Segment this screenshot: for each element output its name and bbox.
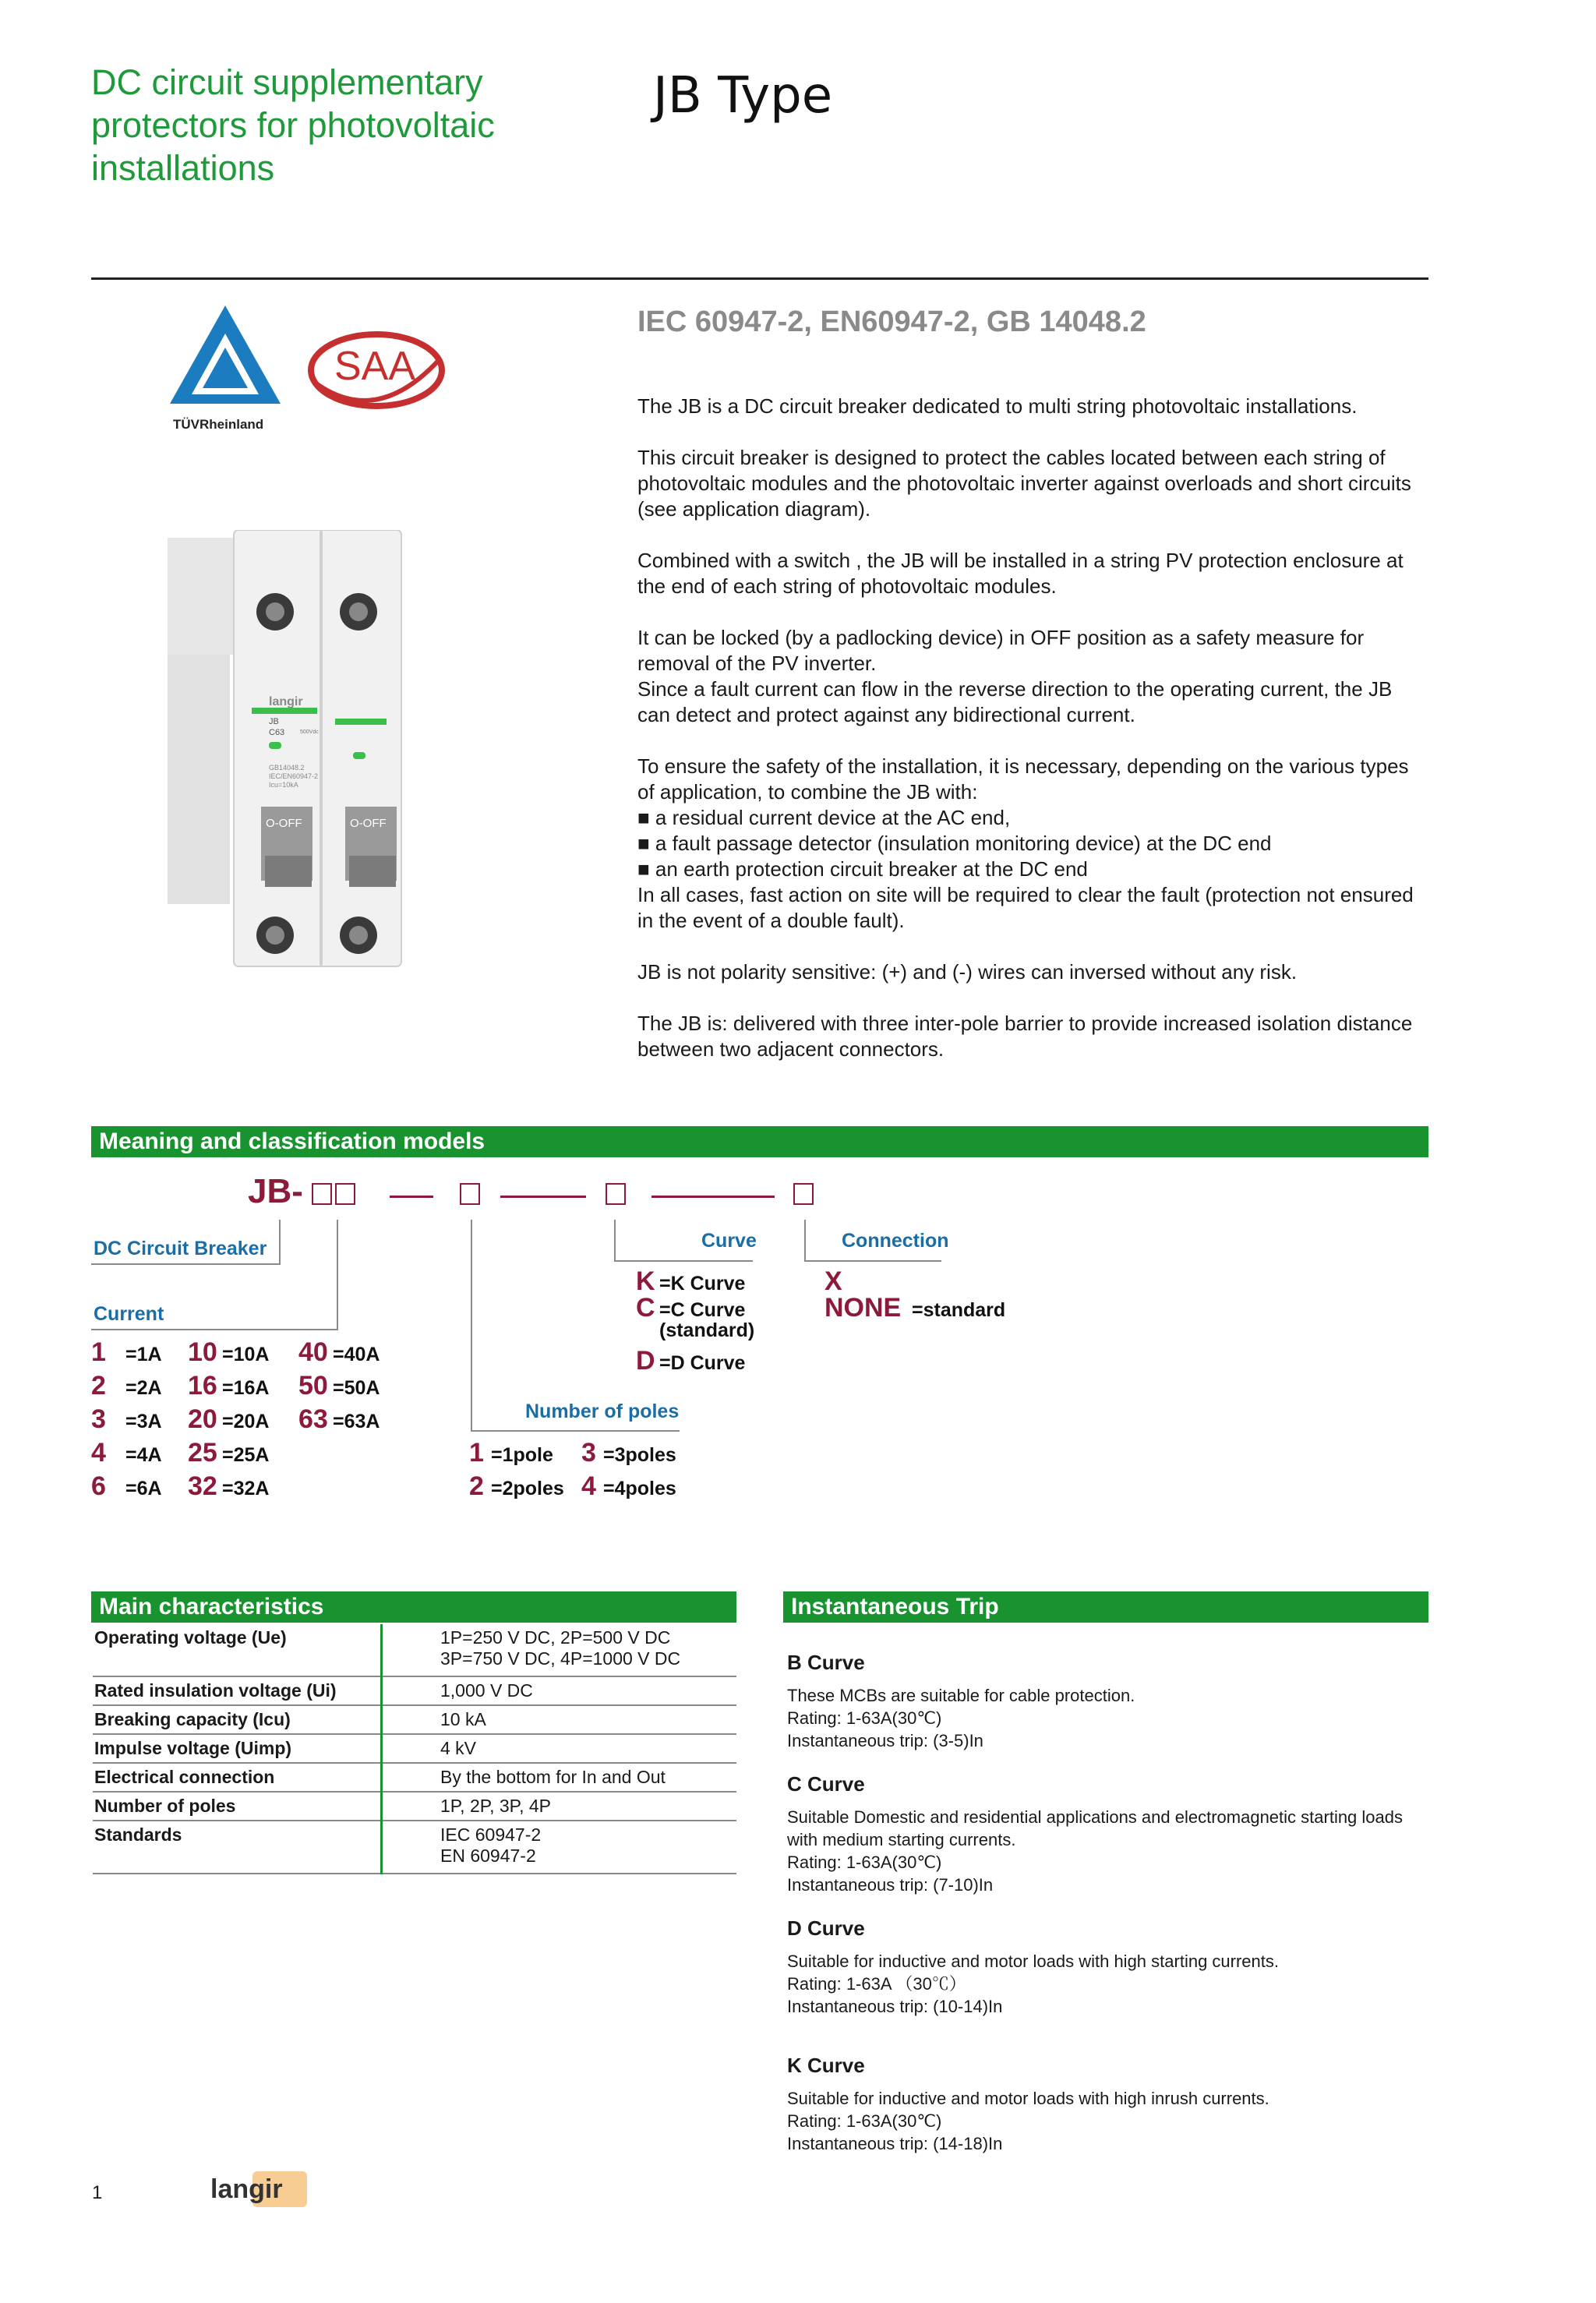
dc-breaker-label: DC Circuit Breaker — [94, 1238, 267, 1259]
option-item — [188, 1337, 298, 1368]
option-meaning: =1A — [125, 1344, 162, 1365]
option-item — [91, 1337, 188, 1368]
option-code: 16 — [188, 1371, 217, 1401]
characteristic-value-line: 1P, 2P, 3P, 4P — [440, 1796, 551, 1816]
curve-row — [636, 1293, 784, 1323]
connector-line — [614, 1260, 753, 1262]
characteristics-table-wrap — [93, 1624, 736, 1874]
option-meaning: =16A — [222, 1377, 270, 1399]
option-meaning: =50A — [333, 1377, 380, 1399]
option-code: 10 — [188, 1337, 217, 1367]
characteristic-name: Operating voltage (Ue) — [93, 1624, 382, 1676]
product-switch-label-1: O-OFF — [266, 817, 302, 830]
option-meaning: =3poles — [603, 1444, 676, 1466]
trip-curve-line: Rating: 1-63A （30℃） — [787, 1974, 966, 1994]
product-voltage: 500Vdc — [300, 729, 319, 735]
characteristics-row — [93, 1792, 736, 1821]
option-code: 6 — [91, 1471, 106, 1501]
connection-label: Connection — [842, 1230, 949, 1252]
trip-curve-line: Rating: 1-63A(30℃) — [787, 2111, 942, 2131]
option-item — [469, 1471, 581, 1502]
option-item — [636, 1319, 784, 1342]
page-title: JB Type — [653, 67, 833, 125]
characteristic-value-line: EN 60947-2 — [440, 1846, 536, 1866]
option-meaning: =3A — [125, 1411, 162, 1432]
trip-curve-line: Suitable Domestic and residential applications and electromagnetic starting loads with medium starting currents. — [787, 1807, 1404, 1849]
section-title: DC circuit supplementary protectors for photovoltaic installations — [91, 62, 495, 188]
option-meaning: =63A — [333, 1411, 380, 1432]
trip-curves — [787, 1651, 1426, 2175]
trip-curve-line: Instantaneous trip: (3-5)In — [787, 1731, 983, 1750]
option-item — [824, 1293, 1021, 1323]
characteristic-value-line: By the bottom for In and Out — [440, 1767, 666, 1787]
characteristic-value-line: IEC 60947-2 — [440, 1824, 542, 1845]
current-row — [91, 1337, 411, 1371]
connector-line — [804, 1220, 806, 1262]
option-code: 4 — [91, 1438, 106, 1468]
trip-curve-line: Instantaneous trip: (14-18)In — [787, 2134, 1003, 2153]
trip-curve-block — [787, 1916, 1426, 2018]
trip-curve-title: B Curve — [787, 1651, 865, 1674]
characteristic-value-line: 4 kV — [440, 1738, 477, 1758]
characteristic-name: Electrical connection — [93, 1763, 382, 1792]
saa-logo — [306, 327, 447, 413]
option-code: 20 — [188, 1404, 217, 1434]
option-meaning: =25A — [222, 1444, 270, 1466]
saa-text: SAA — [334, 344, 416, 389]
product-switch-label-2: O-OFF — [350, 817, 387, 830]
characteristic-name: Standards — [93, 1821, 382, 1874]
trip-curve-title: D Curve — [787, 1916, 865, 1940]
trip-curve-title: C Curve — [787, 1772, 865, 1796]
characteristics-table — [93, 1624, 736, 1874]
characteristic-value — [382, 1676, 737, 1705]
option-item — [581, 1471, 694, 1502]
code-dash — [500, 1196, 586, 1198]
product-model: JB — [269, 717, 279, 726]
classification-section-bar: Meaning and classification models — [91, 1126, 1428, 1157]
desc-bullet: ■ a fault passage detector (insulation monitoring device) at the DC end — [637, 832, 1272, 855]
option-meaning: =4poles — [603, 1478, 676, 1499]
option-code: 3 — [581, 1438, 596, 1468]
option-meaning: =10A — [222, 1344, 270, 1365]
poles-row — [469, 1438, 694, 1471]
option-code: K — [636, 1266, 655, 1296]
characteristic-value — [382, 1821, 737, 1874]
option-code: C — [636, 1293, 655, 1323]
poles-options — [469, 1438, 694, 1505]
option-meaning: =40A — [333, 1344, 380, 1365]
trip-curve-title: K Curve — [787, 2054, 865, 2077]
characteristics-row — [93, 1705, 736, 1734]
connector-line — [614, 1220, 616, 1262]
desc-paragraph: The JB is: delivered with three inter-pole barrier to provide increased isolation distance between two adjacent connectors. — [637, 1012, 1413, 1061]
option-item — [91, 1438, 188, 1468]
current-row — [91, 1404, 411, 1438]
poles-row — [469, 1471, 694, 1505]
option-code: NONE — [824, 1293, 902, 1323]
characteristic-value — [382, 1792, 737, 1821]
current-options — [91, 1337, 411, 1505]
option-item — [298, 1371, 411, 1401]
code-dash — [390, 1196, 433, 1198]
code-box — [335, 1183, 355, 1205]
option-meaning: (standard) — [659, 1319, 755, 1341]
connector-line — [337, 1220, 338, 1330]
code-dash — [651, 1196, 775, 1198]
product-description — [637, 394, 1425, 1088]
option-item — [188, 1438, 298, 1468]
curve-label: Curve — [701, 1230, 757, 1252]
connector-line — [471, 1220, 472, 1432]
characteristic-name: Impulse voltage (Uimp) — [93, 1734, 382, 1763]
desc-bullet: ■ a residual current device at the AC end, — [637, 806, 1011, 829]
connection-row — [824, 1266, 1021, 1296]
option-meaning: =20A — [222, 1411, 270, 1432]
option-code: 4 — [581, 1471, 596, 1501]
curve-row — [636, 1266, 784, 1296]
characteristic-value-line: 10 kA — [440, 1709, 486, 1729]
option-meaning: =2A — [125, 1377, 162, 1399]
current-row — [91, 1371, 411, 1404]
poles-code-box — [460, 1183, 480, 1205]
option-item — [91, 1471, 188, 1502]
option-code: X — [824, 1266, 842, 1296]
product-standard-1: GB14048.2 — [269, 764, 305, 772]
option-meaning: =D Curve — [659, 1352, 746, 1374]
desc-paragraph: This circuit breaker is designed to protect the cables located between each string of photovoltaic modules and the photovoltaic inverter against overloads and short circuits (see application diagram). — [637, 446, 1411, 521]
characteristic-value-line: 1,000 V DC — [440, 1680, 533, 1701]
option-item — [298, 1404, 411, 1435]
option-item — [188, 1471, 298, 1502]
option-code: 1 — [91, 1337, 106, 1367]
option-meaning: =6A — [125, 1478, 162, 1499]
characteristics-row — [93, 1763, 736, 1792]
characteristic-value — [382, 1763, 737, 1792]
curve-options — [636, 1266, 784, 1376]
curve-code-box — [606, 1183, 626, 1205]
trip-curve-line: Suitable for inductive and motor loads with high starting currents. — [787, 1952, 1279, 1971]
footer-logo-text: langir — [210, 2174, 283, 2204]
current-row — [91, 1438, 411, 1471]
product-brand: langir — [269, 695, 303, 708]
connector-line — [471, 1430, 680, 1432]
option-item — [91, 1404, 188, 1435]
curve-row — [636, 1346, 784, 1376]
option-code: 63 — [298, 1404, 328, 1434]
characteristics-row — [93, 1624, 736, 1676]
trip-curve-block — [787, 1651, 1426, 1752]
trip-curve-line: Rating: 1-63A(30℃) — [787, 1708, 942, 1728]
desc-paragraph: To ensure the safety of the installation, it is necessary, depending on the various types of application, to combine the JB with: — [637, 754, 1409, 804]
tuv-triangle-icon — [167, 302, 284, 412]
option-code: 2 — [91, 1371, 106, 1401]
header-divider — [91, 277, 1428, 280]
characteristic-name: Number of poles — [93, 1792, 382, 1821]
characteristic-name: Rated insulation voltage (Ui) — [93, 1676, 382, 1705]
option-item — [636, 1346, 784, 1376]
product-rating: C63 — [269, 728, 285, 737]
product-icu: Icu=10kA — [269, 781, 298, 789]
poles-label: Number of poles — [525, 1401, 680, 1422]
desc-bullet: ■ an earth protection circuit breaker at the DC end — [637, 857, 1088, 881]
footer-logo — [210, 2174, 283, 2212]
current-row — [91, 1471, 411, 1505]
product-image — [160, 530, 448, 982]
characteristic-value — [382, 1624, 737, 1676]
characteristic-value-line: 3P=750 V DC, 4P=1000 V DC — [440, 1648, 681, 1669]
instantaneous-trip-bar: Instantaneous Trip — [783, 1591, 1428, 1623]
page-number: 1 — [92, 2182, 103, 2203]
model-code-prefix: JB- — [248, 1172, 303, 1210]
code-box — [312, 1183, 332, 1205]
option-code: 3 — [91, 1404, 106, 1434]
option-code: 2 — [469, 1471, 484, 1501]
option-item — [581, 1438, 694, 1468]
option-item — [188, 1404, 298, 1435]
connection-row — [824, 1293, 1021, 1323]
option-meaning: =4A — [125, 1444, 162, 1466]
option-meaning: =2poles — [491, 1478, 564, 1499]
characteristics-row — [93, 1676, 736, 1705]
desc-paragraph: In all cases, fast action on site will be required to clear the fault (protection not ensured in the event of a double fault). — [637, 883, 1414, 932]
option-code: 40 — [298, 1337, 328, 1367]
desc-paragraph: Combined with a switch , the JB will be installed in a string PV protection enclosure at the end of each string of photovoltaic modules. — [637, 549, 1404, 598]
current-label: Current — [94, 1303, 164, 1325]
desc-paragraph: The JB is a DC circuit breaker dedicated to multi string photovoltaic installations. — [637, 394, 1358, 418]
option-item — [188, 1371, 298, 1401]
option-code: 32 — [188, 1471, 217, 1501]
tuv-logo — [167, 302, 284, 431]
product-standard-2: IEC/EN60947-2 — [269, 772, 319, 780]
characteristic-value — [382, 1705, 737, 1734]
connection-code-box — [793, 1183, 814, 1205]
characteristic-value — [382, 1734, 737, 1763]
option-code: 50 — [298, 1371, 328, 1401]
connector-line — [279, 1220, 281, 1265]
connector-line — [804, 1260, 941, 1262]
main-characteristics-bar: Main characteristics — [91, 1591, 736, 1623]
option-meaning: =standard — [912, 1299, 1006, 1321]
desc-paragraph: It can be locked (by a padlocking device) in OFF position as a safety measure for removal of the PV inverter. — [637, 626, 1365, 675]
option-meaning: =1pole — [491, 1444, 553, 1466]
characteristic-value-line: 1P=250 V DC, 2P=500 V DC — [440, 1627, 671, 1648]
trip-curve-line: Instantaneous trip: (10-14)In — [787, 1997, 1003, 2016]
option-code: 1 — [469, 1438, 484, 1468]
option-meaning: =C Curve — [659, 1299, 746, 1321]
current-code-boxes — [312, 1183, 355, 1209]
trip-curve-block — [787, 1772, 1426, 1896]
trip-curve-block — [787, 2054, 1426, 2155]
characteristics-row — [93, 1821, 736, 1874]
desc-paragraph: Since a fault current can flow in the reverse direction to the operating current, the JB can detect and protect against any bidirectional current. — [637, 677, 1393, 726]
characteristics-row — [93, 1734, 736, 1763]
trip-curve-line: Rating: 1-63A(30℃) — [787, 1853, 942, 1872]
characteristic-name: Breaking capacity (Icu) — [93, 1705, 382, 1734]
connector-line — [91, 1263, 281, 1265]
standards-title: IEC 60947-2, EN60947-2, GB 14048.2 — [637, 306, 1146, 338]
desc-paragraph: JB is not polarity sensitive: (+) and (-) wires can inversed without any risk. — [637, 960, 1298, 984]
option-item — [469, 1438, 581, 1468]
curve-row — [636, 1319, 784, 1346]
option-code: D — [636, 1346, 655, 1376]
connection-options — [824, 1266, 1021, 1323]
trip-curve-line: These MCBs are suitable for cable protection. — [787, 1686, 1135, 1705]
trip-curve-line: Suitable for inductive and motor loads with high inrush currents. — [787, 2089, 1269, 2108]
option-code: 25 — [188, 1438, 217, 1468]
option-meaning: =K Curve — [659, 1273, 746, 1295]
connector-line — [91, 1329, 338, 1330]
option-item — [298, 1337, 411, 1368]
option-item — [91, 1371, 188, 1401]
option-meaning: =32A — [222, 1478, 270, 1499]
trip-curve-line: Instantaneous trip: (7-10)In — [787, 1875, 994, 1895]
tuv-caption: TÜVRheinland — [173, 417, 264, 432]
